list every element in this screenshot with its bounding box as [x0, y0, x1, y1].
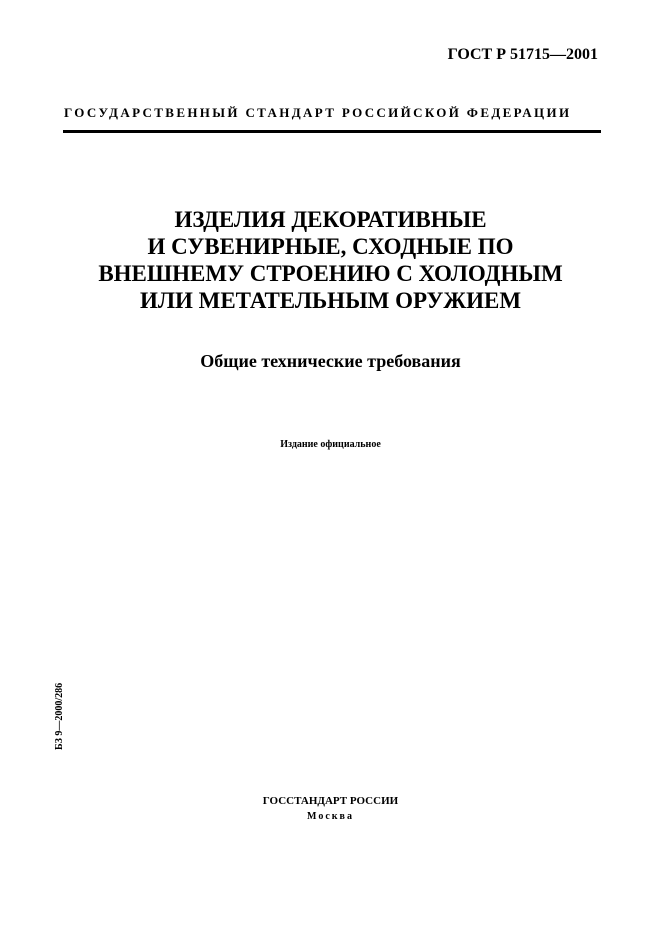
title-line: ВНЕШНЕМУ СТРОЕНИЮ С ХОЛОДНЫМ	[98, 261, 563, 286]
standard-header: ГОСУДАРСТВЕННЫЙ СТАНДАРТ РОССИЙСКОЙ ФЕДЕРАЦИИ	[64, 105, 572, 120]
title-line: ИЗДЕЛИЯ ДЕКОРАТИВНЫЕ	[174, 207, 487, 232]
document-code: ГОСТ Р 51715—2001	[447, 46, 598, 63]
edition-label: Издание официальное	[280, 439, 381, 450]
side-code: БЗ 9—2000/286	[54, 682, 65, 750]
publisher: ГОССТАНДАРТ РОССИИ	[262, 795, 399, 807]
title-line: ИЛИ МЕТАТЕЛЬНЫМ ОРУЖИЕМ	[139, 288, 522, 313]
document-subtitle: Общие технические требования	[200, 351, 461, 371]
document-title	[40, 206, 621, 314]
publisher-city: Москва	[307, 811, 354, 822]
title-line: И СУВЕНИРНЫЕ, СХОДНЫЕ ПО	[147, 234, 514, 259]
header-divider	[63, 130, 601, 133]
